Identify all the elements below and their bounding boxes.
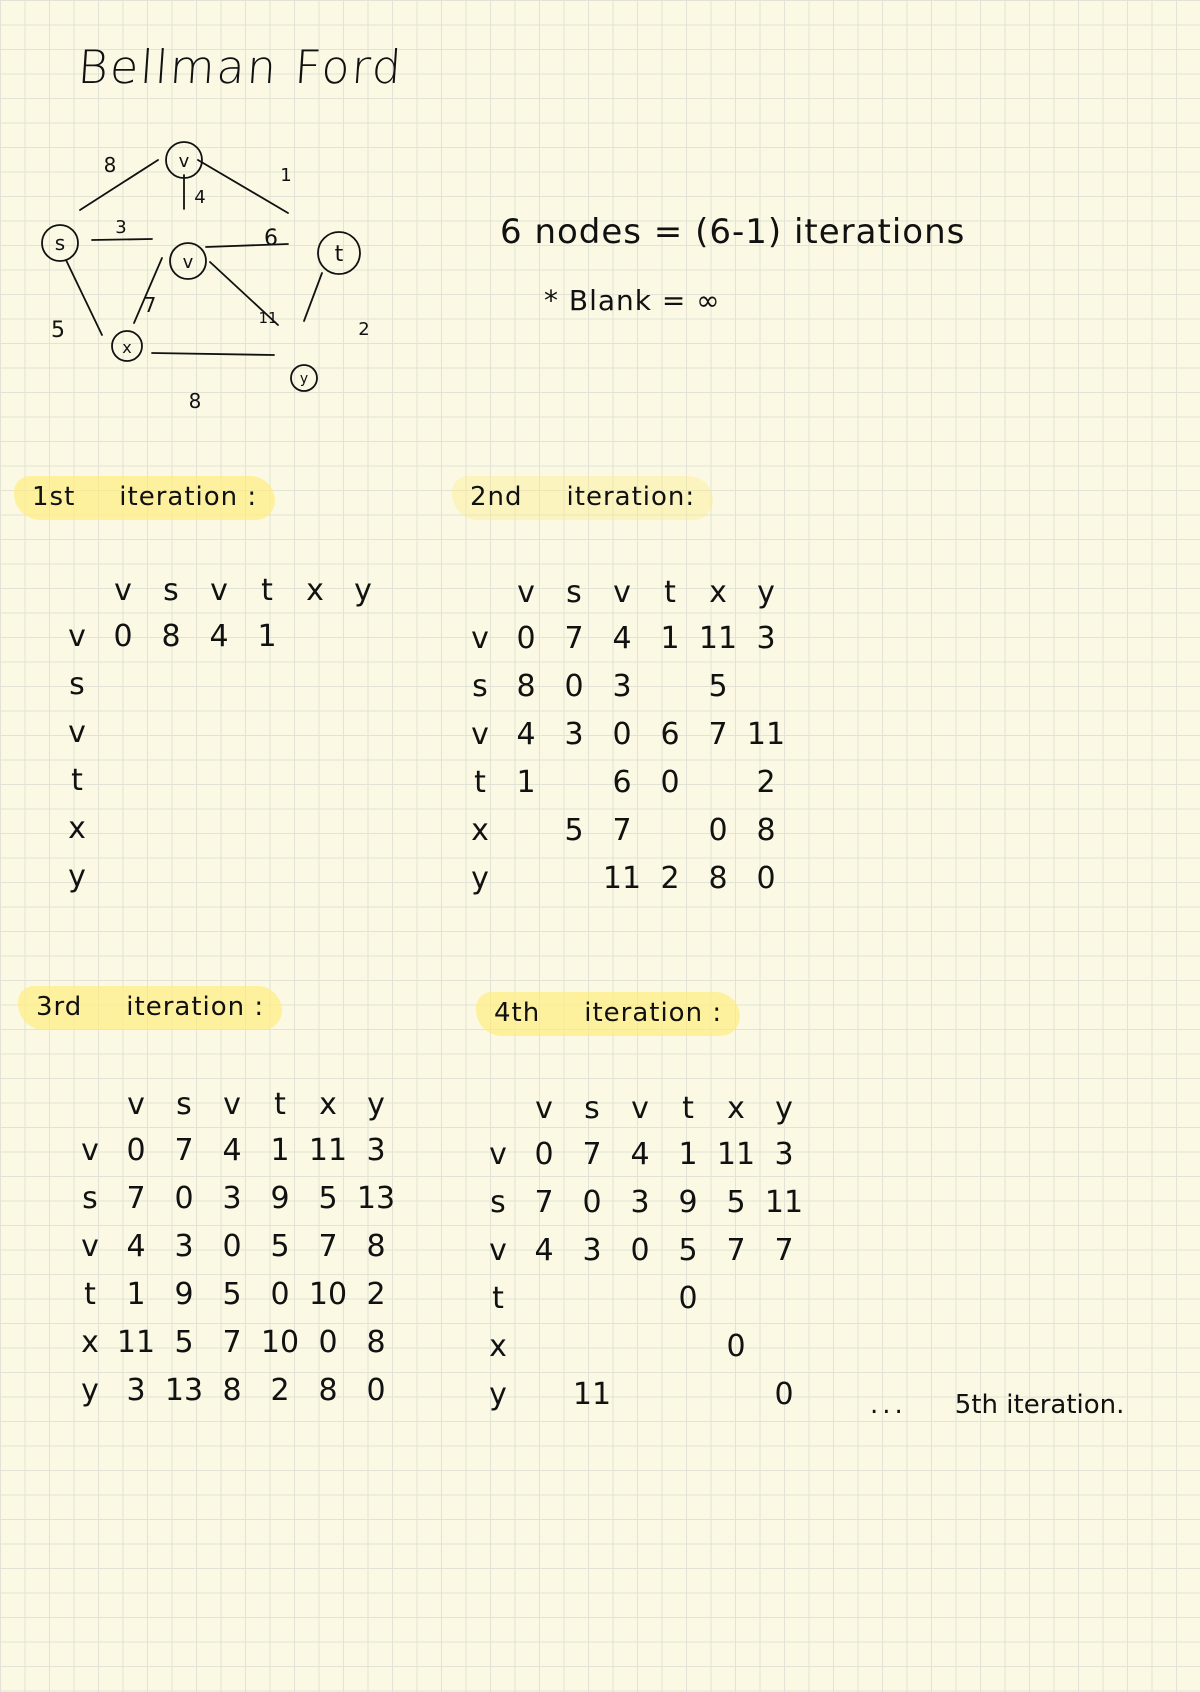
distance-cell: 7 [534, 1184, 554, 1220]
distance-cell [195, 756, 243, 804]
distance-cell: 0 [564, 668, 584, 704]
edge-s-vmid [92, 239, 152, 240]
table-row [458, 614, 790, 662]
weight-s-vtop: 8 [103, 153, 117, 177]
distance-cell: 4 [612, 620, 632, 656]
column-header: v [613, 574, 631, 610]
distance-cell: 7 [612, 812, 632, 848]
edge-s-x [66, 260, 102, 335]
distance-cell: 4 [126, 1228, 146, 1264]
distance-cell [520, 1370, 568, 1418]
distance-cell: 7 [726, 1232, 746, 1268]
page-title: Bellman Ford [76, 40, 405, 94]
distance-cell: 0 [366, 1372, 386, 1408]
distance-cell: 0 [678, 1280, 698, 1316]
row-header: y [471, 860, 489, 896]
distance-cell: 2 [756, 764, 776, 800]
distance-cell: 11 [308, 1132, 348, 1168]
iteration-3-number: 3rd [36, 992, 83, 1022]
distance-cell [243, 756, 291, 804]
distance-cell: 11 [716, 1136, 756, 1172]
distance-cell: 8 [756, 812, 776, 848]
distance-cell: 2 [660, 860, 680, 896]
distance-cell [339, 660, 387, 708]
column-header: v [223, 1086, 241, 1122]
distance-cell: 11 [116, 1324, 156, 1360]
column-header: x [727, 1090, 745, 1126]
weight-s-vmid: 3 [115, 217, 127, 238]
row-header: v [81, 1228, 99, 1264]
distance-cell: 0 [726, 1328, 746, 1364]
edge-t-y [304, 273, 322, 321]
column-header: y [354, 572, 372, 608]
distance-cell: 8 [708, 860, 728, 896]
distance-cell [694, 758, 742, 806]
distance-cell [339, 612, 387, 660]
row-header: s [472, 668, 488, 704]
table-row [458, 710, 790, 758]
distance-cell: 5 [270, 1228, 290, 1264]
distance-cell: 8 [318, 1372, 338, 1408]
distance-cell [291, 756, 339, 804]
distance-cell: 4 [630, 1136, 650, 1172]
distance-cell: 0 [126, 1132, 146, 1168]
distance-cell: 7 [126, 1180, 146, 1216]
distance-cell: 1 [660, 620, 680, 656]
table-row [68, 1270, 400, 1318]
row-header: v [68, 714, 86, 750]
distance-cell [568, 1322, 616, 1370]
distance-cell: 0 [270, 1276, 290, 1312]
edge-s-vtop [80, 160, 158, 210]
column-header: t [274, 1086, 286, 1122]
weight-vtop-t: 1 [280, 165, 292, 186]
column-header: v [127, 1086, 145, 1122]
distance-cell [550, 854, 598, 902]
row-header: v [489, 1136, 507, 1172]
distance-cell: 0 [582, 1184, 602, 1220]
iteration-1-text: iteration : [119, 482, 258, 512]
distance-cell: 5 [726, 1184, 746, 1220]
distance-cell [243, 660, 291, 708]
distance-cell [99, 708, 147, 756]
distance-table-iteration-4 [476, 1086, 808, 1418]
distance-cell: 2 [366, 1276, 386, 1312]
distance-cell: 7 [222, 1324, 242, 1360]
table-row [55, 804, 387, 852]
row-header: v [471, 716, 489, 752]
table-corner [458, 570, 502, 614]
weight-t-y: 2 [358, 319, 370, 340]
distance-cell [243, 708, 291, 756]
weight-vmid-y: 11 [258, 309, 278, 327]
node-label-s: s [54, 231, 66, 255]
distance-cell: 4 [209, 618, 229, 654]
column-header: s [176, 1086, 192, 1122]
row-header: y [489, 1376, 507, 1412]
distance-cell: 3 [582, 1232, 602, 1268]
table-row [68, 1222, 400, 1270]
distance-cell: 7 [564, 620, 584, 656]
table-corner [55, 568, 99, 612]
distance-cell: 13 [356, 1180, 396, 1216]
row-header: v [471, 620, 489, 656]
distance-cell: 3 [612, 668, 632, 704]
distance-cell: 11 [572, 1376, 612, 1412]
column-header: v [517, 574, 535, 610]
note-blank-infinity: * Blank = ∞ [544, 284, 721, 317]
graph-diagram [30, 125, 390, 425]
row-header: x [471, 812, 489, 848]
column-header: t [682, 1090, 694, 1126]
distance-table-iteration-2 [458, 570, 790, 902]
table-row [476, 1274, 808, 1322]
iteration-4-label [476, 992, 740, 1036]
distance-cell [616, 1370, 664, 1418]
table-row [55, 756, 387, 804]
distance-cell: 0 [612, 716, 632, 752]
distance-cell [760, 1322, 808, 1370]
node-label-vmid: v [182, 252, 194, 273]
distance-cell: 9 [174, 1276, 194, 1312]
distance-cell [291, 612, 339, 660]
table-row [476, 1226, 808, 1274]
weight-vmid-t: 6 [264, 226, 278, 251]
distance-cell: 9 [270, 1180, 290, 1216]
distance-cell [195, 852, 243, 900]
row-header: y [68, 858, 86, 894]
distance-cell: 13 [164, 1372, 204, 1408]
distance-cell [520, 1322, 568, 1370]
distance-cell: 3 [756, 620, 776, 656]
distance-cell [646, 806, 694, 854]
distance-cell [502, 806, 550, 854]
distance-cell [664, 1370, 712, 1418]
distance-cell: 10 [308, 1276, 348, 1312]
row-header: s [490, 1184, 506, 1220]
distance-cell [291, 708, 339, 756]
distance-cell: 1 [678, 1136, 698, 1172]
distance-cell [147, 756, 195, 804]
column-header: y [757, 574, 775, 610]
distance-cell [664, 1322, 712, 1370]
column-header: s [163, 572, 179, 608]
column-header: v [114, 572, 132, 608]
distance-cell [195, 660, 243, 708]
table-row [68, 1174, 400, 1222]
distance-cell: 4 [516, 716, 536, 752]
distance-cell: 3 [366, 1132, 386, 1168]
distance-cell: 0 [113, 618, 133, 654]
table-row [476, 1178, 808, 1226]
weight-s-x: 5 [51, 318, 65, 343]
distance-cell: 5 [708, 668, 728, 704]
distance-cell: 3 [126, 1372, 146, 1408]
distance-cell: 10 [260, 1324, 300, 1360]
distance-table-iteration-3 [68, 1082, 400, 1414]
edge-x-y [152, 353, 274, 355]
distance-cell: 1 [270, 1132, 290, 1168]
row-header: t [474, 764, 486, 800]
distance-cell: 5 [678, 1232, 698, 1268]
table-row [458, 806, 790, 854]
row-header: s [82, 1180, 98, 1216]
distance-cell: 4 [222, 1132, 242, 1168]
table-row [68, 1126, 400, 1174]
distance-cell: 0 [222, 1228, 242, 1264]
distance-cell [99, 756, 147, 804]
table-row [476, 1130, 808, 1178]
distance-cell: 11 [746, 716, 786, 752]
weight-x-y: 8 [188, 389, 202, 413]
column-header: v [535, 1090, 553, 1126]
distance-cell [568, 1274, 616, 1322]
distance-cell: 7 [774, 1232, 794, 1268]
table-row [68, 1318, 400, 1366]
column-header: v [210, 572, 228, 608]
distance-cell [616, 1322, 664, 1370]
node-label-t: t [334, 242, 344, 267]
ellipsis: ... [870, 1390, 907, 1420]
distance-cell [147, 708, 195, 756]
column-header: s [566, 574, 582, 610]
distance-cell: 0 [516, 620, 536, 656]
row-header: x [68, 810, 86, 846]
distance-cell: 5 [174, 1324, 194, 1360]
distance-cell: 11 [602, 860, 642, 896]
distance-cell [712, 1370, 760, 1418]
distance-cell [339, 708, 387, 756]
node-label-y: y [299, 371, 309, 387]
distance-cell: 3 [774, 1136, 794, 1172]
distance-cell: 1 [257, 618, 277, 654]
distance-cell [99, 804, 147, 852]
iteration-4-text: iteration : [584, 998, 723, 1028]
distance-cell: 0 [318, 1324, 338, 1360]
column-header: y [775, 1090, 793, 1126]
column-header: x [709, 574, 727, 610]
distance-cell: 6 [660, 716, 680, 752]
distance-cell [243, 804, 291, 852]
distance-cell [243, 852, 291, 900]
table-row [458, 662, 790, 710]
distance-cell [339, 756, 387, 804]
distance-cell: 7 [174, 1132, 194, 1168]
table-row [55, 852, 387, 900]
next-iteration-text: 5th iteration. [954, 1390, 1125, 1420]
distance-cell [99, 660, 147, 708]
weight-vmid-x: 7 [143, 293, 157, 317]
iteration-2-text: iteration: [566, 482, 696, 512]
row-header: v [489, 1232, 507, 1268]
distance-cell: 7 [708, 716, 728, 752]
distance-cell [520, 1274, 568, 1322]
distance-cell: 8 [222, 1372, 242, 1408]
distance-cell: 3 [222, 1180, 242, 1216]
distance-cell [147, 852, 195, 900]
iteration-3-label [18, 986, 282, 1030]
iteration-1-number: 1st [32, 482, 76, 512]
table-corner [68, 1082, 112, 1126]
column-header: y [367, 1086, 385, 1122]
table-row [476, 1322, 808, 1370]
distance-cell: 0 [708, 812, 728, 848]
distance-cell: 8 [366, 1228, 386, 1264]
distance-cell [291, 660, 339, 708]
table-row [458, 854, 790, 902]
distance-cell [195, 708, 243, 756]
distance-cell: 8 [161, 618, 181, 654]
node-label-x: x [122, 338, 132, 357]
distance-cell: 5 [564, 812, 584, 848]
table-row [476, 1370, 808, 1418]
column-header: x [319, 1086, 337, 1122]
weight-vtop-vmid: 4 [194, 187, 206, 208]
row-header: s [69, 666, 85, 702]
table-corner [476, 1086, 520, 1130]
distance-cell [742, 662, 790, 710]
table-row [458, 758, 790, 806]
distance-cell: 3 [174, 1228, 194, 1264]
distance-cell [339, 804, 387, 852]
distance-cell: 1 [516, 764, 536, 800]
distance-cell [550, 758, 598, 806]
iteration-4-number: 4th [494, 998, 541, 1028]
distance-cell [760, 1274, 808, 1322]
iteration-3-text: iteration : [126, 992, 265, 1022]
iteration-2-label [452, 476, 713, 520]
distance-cell [291, 852, 339, 900]
iteration-1-label [14, 476, 275, 520]
column-header: v [631, 1090, 649, 1126]
distance-cell: 1 [126, 1276, 146, 1312]
column-header: t [664, 574, 676, 610]
distance-cell: 6 [612, 764, 632, 800]
distance-cell: 11 [698, 620, 738, 656]
distance-cell: 3 [630, 1184, 650, 1220]
distance-cell: 0 [774, 1376, 794, 1412]
table-row [55, 708, 387, 756]
distance-cell [646, 662, 694, 710]
iteration-2-number: 2nd [470, 482, 523, 512]
row-header: t [84, 1276, 96, 1312]
distance-cell: 9 [678, 1184, 698, 1220]
distance-cell: 4 [534, 1232, 554, 1268]
distance-cell [147, 660, 195, 708]
distance-cell: 7 [582, 1136, 602, 1172]
table-row [55, 660, 387, 708]
row-header: t [492, 1280, 504, 1316]
distance-cell: 8 [516, 668, 536, 704]
distance-cell: 3 [564, 716, 584, 752]
distance-cell: 8 [366, 1324, 386, 1360]
distance-cell: 0 [756, 860, 776, 896]
distance-cell [712, 1274, 760, 1322]
column-header: t [261, 572, 273, 608]
distance-cell [195, 804, 243, 852]
distance-cell [99, 852, 147, 900]
row-header: t [71, 762, 83, 798]
node-label-vtop: v [178, 151, 190, 172]
row-header: x [489, 1328, 507, 1364]
distance-cell [147, 804, 195, 852]
table-row [55, 612, 387, 660]
edge-vtop-t [198, 160, 288, 213]
table-row [68, 1366, 400, 1414]
distance-cell [339, 852, 387, 900]
distance-table-iteration-1 [55, 568, 387, 900]
column-header: x [306, 572, 324, 608]
distance-cell: 5 [222, 1276, 242, 1312]
row-header: y [81, 1372, 99, 1408]
row-header: v [68, 618, 86, 654]
distance-cell: 0 [660, 764, 680, 800]
distance-cell: 0 [174, 1180, 194, 1216]
distance-cell [616, 1274, 664, 1322]
note-iterations-count: 6 nodes = (6-1) iterations [500, 212, 966, 252]
column-header: s [584, 1090, 600, 1126]
distance-cell: 7 [318, 1228, 338, 1264]
distance-cell: 5 [318, 1180, 338, 1216]
next-iteration-note [870, 1390, 1124, 1420]
row-header: v [81, 1132, 99, 1168]
row-header: x [81, 1324, 99, 1360]
distance-cell [291, 804, 339, 852]
distance-cell: 0 [534, 1136, 554, 1172]
distance-cell [502, 854, 550, 902]
distance-cell: 2 [270, 1372, 290, 1408]
distance-cell: 0 [630, 1232, 650, 1268]
distance-cell: 11 [764, 1184, 804, 1220]
